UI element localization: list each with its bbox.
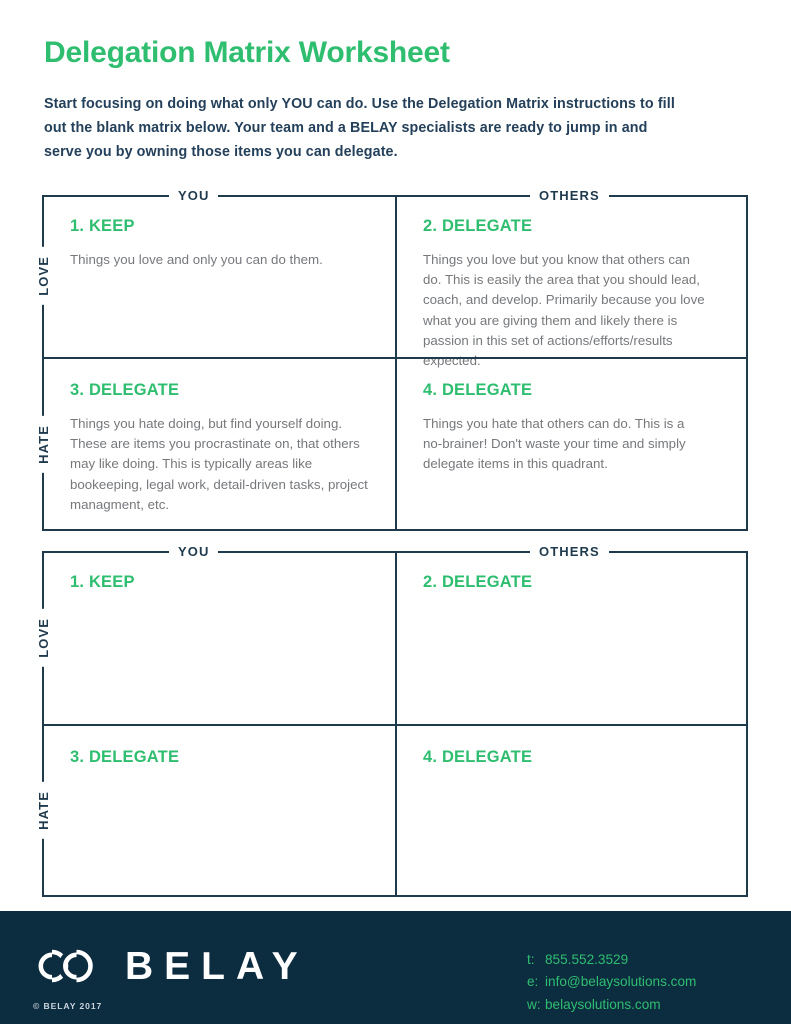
quadrant-body: Things you love but you know that others can do. This is easily the area that you should lead, coach, and develop. Primarily because you love what you are giving them and likely there is passion in this set of actions/efforts/results expected. (423, 252, 705, 369)
quadrant-title: 4. DELEGATE (423, 381, 533, 399)
brand-wordmark: BELAY (125, 944, 309, 988)
matrix-row-hate (35, 357, 746, 529)
axis-label-hate: HATE (37, 782, 50, 839)
quadrant-title: 4. DELEGATE (423, 748, 533, 766)
quadrant-title: 3. DELEGATE (70, 748, 180, 766)
contact-email-key: e: (527, 974, 539, 990)
axis-label-others: OTHERS (530, 545, 609, 558)
header (44, 36, 724, 164)
matrix-row-love (35, 551, 746, 724)
matrix-row-hate (35, 724, 746, 895)
delegation-matrix-example (35, 187, 748, 531)
delegation-matrix-blank (35, 543, 748, 897)
blank-quadrant-3-delegate[interactable] (44, 726, 397, 895)
axis-label-love: LOVE (37, 247, 50, 305)
axis-label-others: OTHERS (530, 189, 609, 202)
contact-email-value[interactable]: info@belaysolutions.com (545, 974, 697, 990)
quadrant-title: 1. KEEP (70, 573, 135, 591)
axis-label-hate: HATE (37, 416, 50, 473)
quadrant-4-delegate (397, 359, 746, 529)
intro-paragraph: Start focusing on doing what only YOU can do. Use the Delegation Matrix instructions to fill out the blank matrix below. Your team and a BELAY specialists are ready to jump in and serve you by owning those items you can delegate. (44, 95, 675, 160)
contact-web-key: w: (527, 996, 541, 1012)
blank-quadrant-1-keep[interactable] (44, 551, 397, 724)
page-title: Delegation Matrix Worksheet (44, 36, 450, 69)
quadrant-body: Things you hate doing, but find yourself doing. These are items you procrastinate on, that others may like doing. This is typically areas like bookeeping, legal work, detail-driven tasks, project managment, etc. (70, 416, 368, 512)
contact-website (527, 994, 696, 1016)
quadrant-2-delegate (397, 195, 746, 369)
quadrant-body: Things you love and only you can do them. (70, 252, 323, 267)
matrix-row-love (35, 195, 746, 369)
contact-email (527, 971, 696, 993)
quadrant-1-keep (44, 195, 397, 357)
blank-quadrant-4-delegate[interactable] (397, 726, 746, 895)
quadrant-title: 2. DELEGATE (423, 573, 533, 591)
copyright-text: © BELAY 2017 (33, 1001, 103, 1011)
blank-quadrant-2-delegate[interactable] (397, 551, 746, 724)
contact-phone-value[interactable]: 855.552.3529 (545, 952, 629, 967)
quadrant-body: Things you hate that others can do. This is a no-brainer! Don't waste your time and simply delegate items in this quadrant. (423, 416, 686, 472)
contact-web-value[interactable]: belaysolutions.com (545, 996, 661, 1012)
quadrant-title: 1. KEEP (70, 217, 135, 235)
matrix-grid (35, 187, 748, 531)
contact-phone (527, 949, 696, 971)
belay-infinity-logo-icon (31, 945, 101, 987)
axis-label-you: YOU (169, 545, 218, 558)
contact-phone-key: t: (527, 952, 535, 967)
axis-label-love: LOVE (37, 609, 50, 667)
brand-lockup (31, 945, 309, 987)
axis-label-you: YOU (169, 189, 218, 202)
quadrant-3-delegate (44, 359, 397, 529)
contact-block (527, 949, 696, 1016)
footer (0, 911, 791, 1024)
quadrant-title: 3. DELEGATE (70, 381, 180, 399)
quadrant-title: 2. DELEGATE (423, 217, 533, 235)
matrix-grid (35, 543, 748, 897)
